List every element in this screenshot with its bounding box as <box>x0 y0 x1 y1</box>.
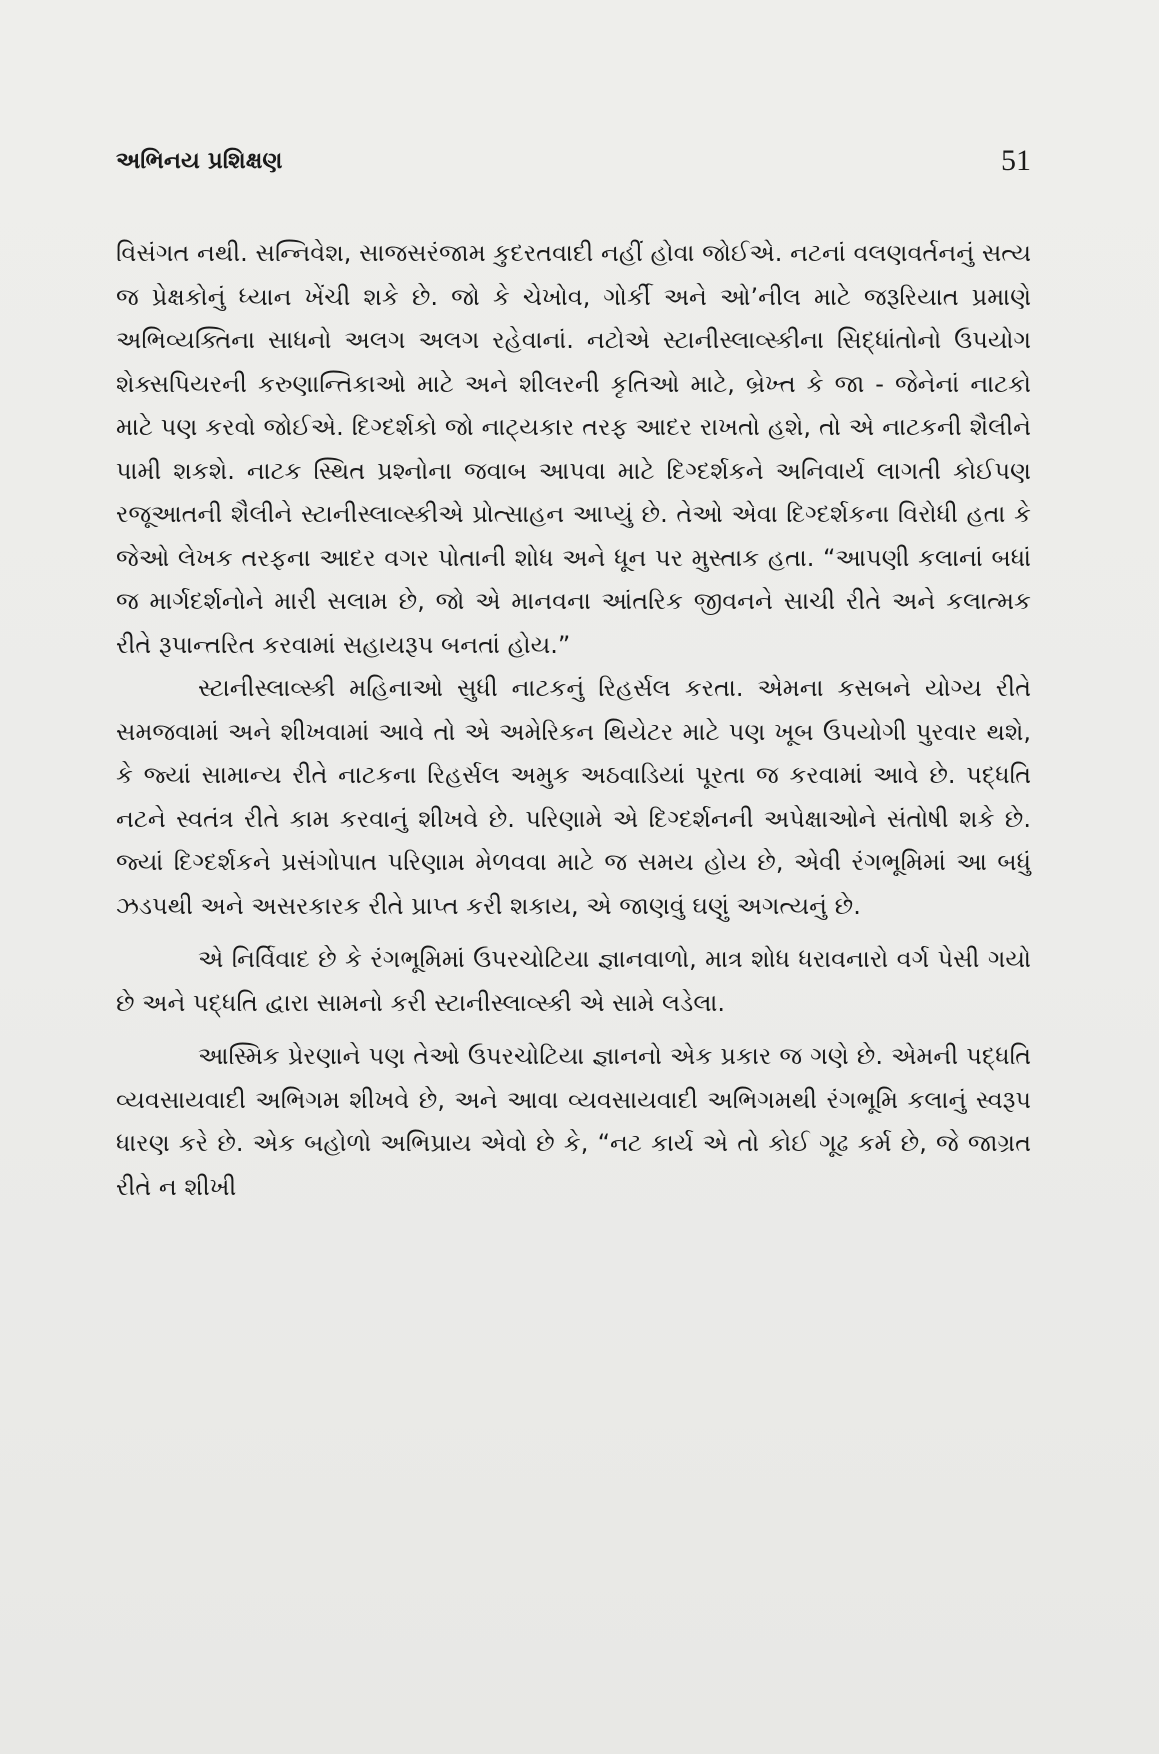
paragraph: સ્ટાનીસ્લાવ્સ્કી મહિનાઓ સુધી નાટકનું રિહર્સલ કરતા. એમના કસબને યોગ્ય રીતે સમજવામાં અને શીખવામાં આવે તો એ અમેરિકન થિયેટર માટે પણ ખૂબ ઉપયોગી પુરવાર થશે, કે જ્યાં સામાન્ય રીતે નાટકના રિહર્સલ અમુક અઠવાડિયાં પૂરતા જ કરવામાં આવે છે. પદ્ધતિ નટને સ્વતંત્ર રીતે કામ કરવાનું શીખવે છે. પરિણામે એ દિગ્દર્શનની અપેક્ષાઓને સંતોષી શકે છે. જ્યાં દિગ્દર્શકને પ્રસંગોપાત પરિણામ મેળવવા માટે જ સમય હોય છે, એવી રંગભૂમિમાં આ બધું ઝડપથી અને અસરકારક રીતે પ્રાપ્ત કરી શકાય, એ જાણવું ઘણું અગત્યનું છે. <box>116 674 1031 920</box>
paragraph: આસ્મિક પ્રેરણાને પણ તેઓ ઉપરચોટિયા જ્ઞાનનો એક પ્રકાર જ ગણે છે. એમની પદ્ધતિ વ્યવસાયવાદી અભિગમ શીખવે છે, અને આવા વ્યવસાયવાદી અભિગમથી રંગભૂમિ કલાનું સ્વરૂપ ધારણ કરે છે. એક બહોળો અભિપ્રાય એવો છે કે, “નટ કાર્ય એ તો કોઈ ગૂઢ કર્મ છે, જે જાગ્રત રીતે ન શીખી <box>116 1042 1031 1201</box>
body-text <box>116 232 1031 1209</box>
page-number: 51 <box>1001 144 1031 177</box>
running-title: અભિનય પ્રશિક્ષણ <box>116 148 283 174</box>
paragraph: વિસંગત નથી. સન્નિવેશ, સાજસરંજામ કુદરતવાદી નહીં હોવા જોઈએ. નટનાં વલણવર્તનનું સત્ય જ પ્રેક્ષકોનું ધ્યાન ખેંચી શકે છે. જો કે ચેખોવ, ગોર્કી અને ઓ’નીલ માટે જરૂરિયાત પ્રમાણે અભિવ્યક્તિના સાધનો અલગ અલગ રહેવાનાં. નટોએ સ્ટાનીસ્લાવ્સ્કીના સિદ્ધાંતોનો ઉપયોગ શેક્સપિયરની કરુણાન્તિકાઓ માટે અને શીલરની કૃતિઓ માટે, બ્રેખ્ત કે જા - જેનેનાં નાટકો માટે પણ કરવો જોઈએ. દિગ્દર્શકો જો નાટ્યકાર તરફ આદર રાખતો હશે, તો એ નાટકની શૈલીને પામી શકશે. નાટક સ્થિત પ્રશ્નોના જવાબ આપવા માટે દિગ્દર્શકને અનિવાર્ય લાગતી કોઈપણ રજૂઆતની શૈલીને સ્ટાનીસ્લાવ્સ્કીએ પ્રોત્સાહન આપ્યું છે. તેઓ એવા દિગ્દર્શકના વિરોધી હતા કે જેઓ લેખક તરફના આદર વગર પોતાની શોધ અને ધૂન પર મુસ્તાક હતા. “આપણી કલાનાં બધાં જ માર્ગદર્શનોને મારી સલામ છે, જો એ માનવના આંતરિક જીવનને સાચી રીતે અને કલાત્મક રીતે રૂપાન્તરિત કરવામાં સહાયરૂપ બનતાં હોય.” <box>116 239 1031 659</box>
paragraph: એ નિર્વિવાદ છે કે રંગભૂમિમાં ઉપરચોટિયા જ્ઞાનવાળો, માત્ર શોધ ધરાવનારો વર્ગ પેસી ગયો છે અને પદ્ધતિ દ્વારા સામનો કરી સ્ટાનીસ્લાવ્સ્કી એ સામે લડેલા. <box>116 945 1031 1017</box>
